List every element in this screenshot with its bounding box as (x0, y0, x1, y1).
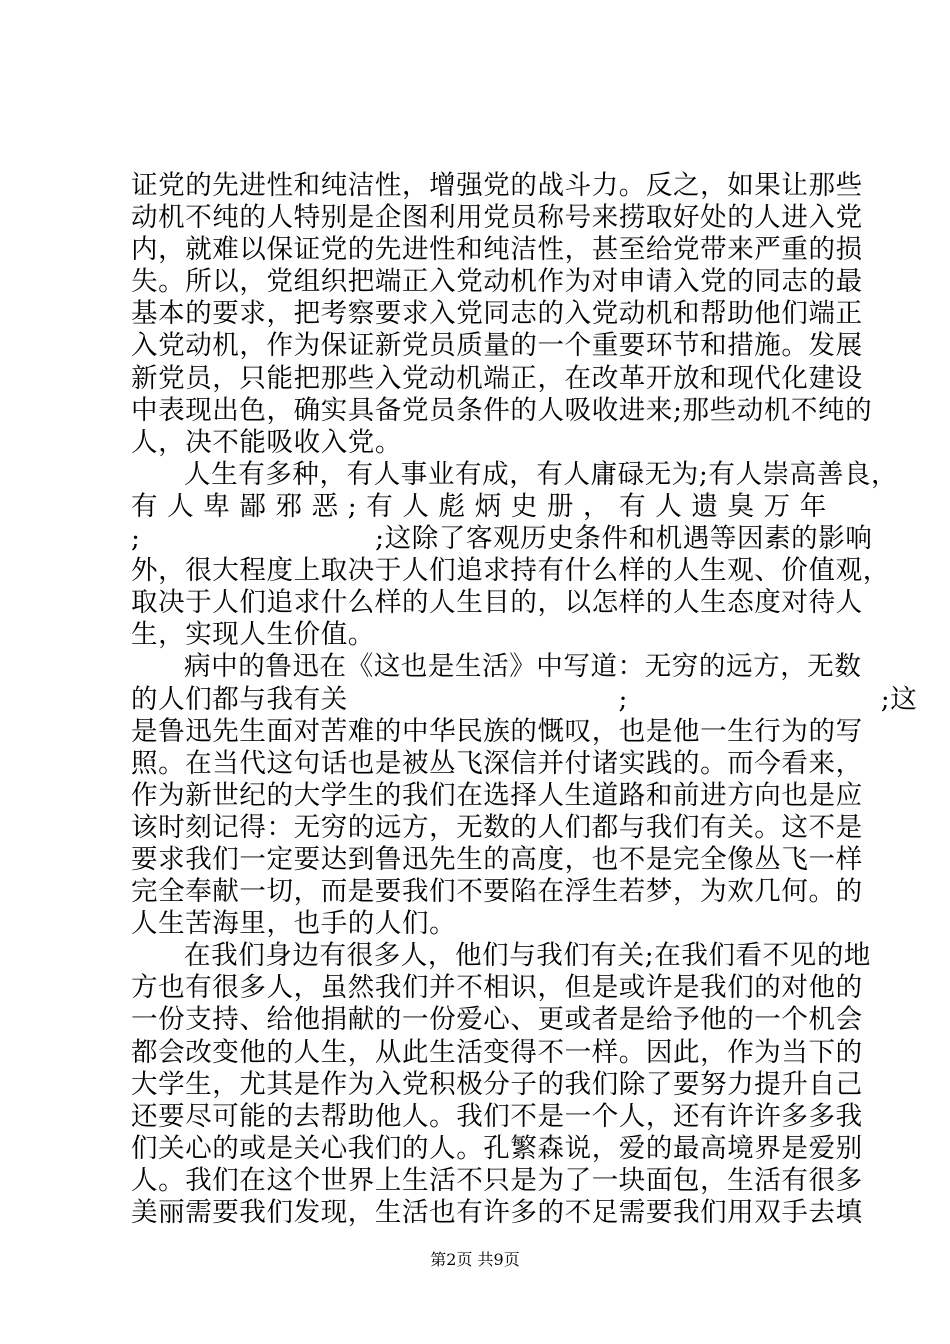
text-line: 完全奉献一切，而是要我们不要陷在浮生若梦，为欢几何。的 (131, 876, 863, 908)
text-line: 方也有很多人，虽然我们并不相识，但是或许是我们的对他的 (131, 972, 863, 1004)
text-line: 在我们身边有很多人，他们与我们有关;在我们看不见的地 (184, 940, 872, 972)
text-line: 外，很大程度上取决于人们追求持有什么样的人生观、价值观， (131, 555, 890, 587)
body-text (131, 170, 918, 1229)
text-line: 要求我们一定要达到鲁迅先生的高度，也不是完全像丛飞一样 (131, 843, 863, 875)
text-line: 取决于人们追求什么样的人生目的，以怎样的人生态度对待人 (131, 587, 863, 619)
text-line: 还要尽可能的去帮助他人。我们不是一个人，还有许许多多我 (131, 1100, 863, 1132)
paragraph-1 (131, 170, 873, 459)
page-footer: 第2页 共9页 (430, 1250, 520, 1269)
text-line: 人，决不能吸收入党。 (131, 426, 402, 458)
text-line: 内，就难以保证党的先进性和纯洁性，甚至给党带来严重的损 (131, 234, 863, 266)
text-line: 有 人 卑 鄙 邪 恶 ; 有 人 彪 炳 史 册 ， 有 人 遗 臭 万 年 (131, 490, 827, 522)
text-line: 人。我们在这个世界上生活不只是为了一块面包，生活有很多 (131, 1164, 863, 1196)
text-line: 证党的先进性和纯洁性，增强党的战斗力。反之，如果让那些 (131, 170, 863, 201)
text-line: 新党员，只能把那些入党动机端正，在改革开放和现代化建设 (131, 362, 863, 394)
paragraph-4 (131, 940, 872, 1229)
text-line: 照。在当代这句话也是被丛飞深信并付诸实践的。而今看来， (131, 747, 863, 779)
text-line: 都会改变他的人生，从此生活变得不一样。因此，作为当下的 (131, 1036, 863, 1068)
text-line: 大学生，尤其是作为入党积极分子的我们除了要努力提升自己 (131, 1068, 863, 1100)
text-line: 中表现出色，确实具备党员条件的人吸收进来;那些动机不纯的 (131, 394, 873, 426)
text-line: 人生有多种，有人事业有成，有人庸碌无为;有人崇高善良， (184, 458, 899, 490)
text-line: 动机不纯的人特别是企图利用党员称号来捞取好处的人进入党 (131, 202, 863, 234)
text-line: 失。所以，党组织把端正入党动机作为对申请入党的同志的最 (131, 266, 863, 298)
text-line: 们关心的或是关心我们的人。孔繁森说，爱的最高境界是爱别 (131, 1132, 863, 1164)
text-line: 生，实现人生价值。 (131, 619, 375, 651)
paragraph-3 (131, 651, 918, 940)
text-line: 基本的要求，把考察要求入党同志的入党动机和帮助他们端正 (131, 298, 863, 330)
text-line: 是鲁迅先生面对苦难的中华民族的慨叹，也是他一生行为的写 (131, 715, 863, 747)
text-line: 人生苦海里，也手的人们。 (131, 908, 457, 940)
text-line: 一份支持、给他捐献的一份爱心、更或者是给予他的一个机会 (131, 1004, 863, 1036)
paragraph-2 (131, 458, 899, 652)
text-line: 的人们都与我有关 ; ;这 (131, 683, 918, 715)
text-line: 该时刻记得：无穷的远方，无数的人们都与我们有关。这不是 (131, 811, 863, 843)
text-line: ; ;这除了客观历史条件和机遇等因素的影响 (131, 523, 873, 555)
text-line: 病中的鲁迅在《这也是生活》中写道：无穷的远方，无数 (184, 651, 862, 683)
text-line: 美丽需要我们发现，生活也有许多的不足需要我们用双手去填 (131, 1197, 863, 1228)
text-line: 作为新世纪的大学生的我们在选择人生道路和前进方向也是应 (131, 779, 863, 811)
text-line: 入党动机，作为保证新党员质量的一个重要环节和措施。发展 (131, 330, 863, 362)
